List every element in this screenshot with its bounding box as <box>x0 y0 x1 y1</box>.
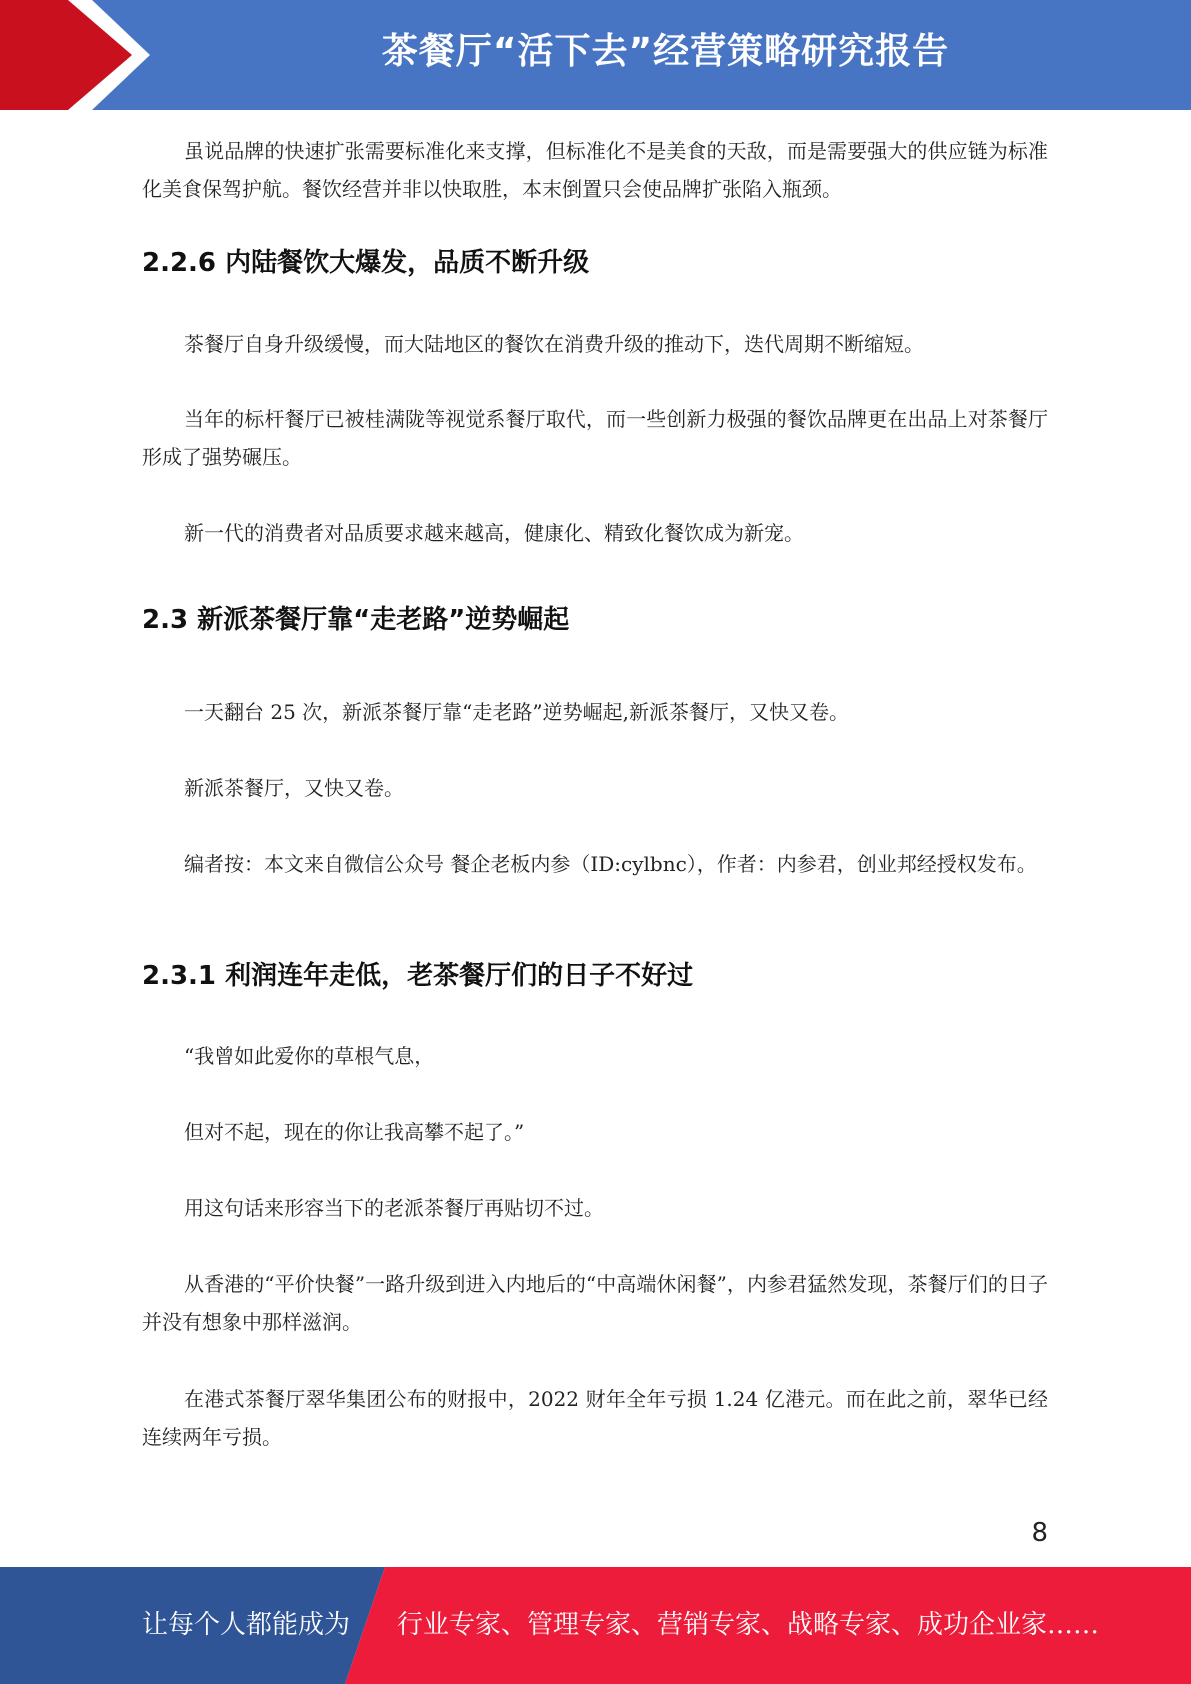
paragraph: 新派茶餐厅，又快又卷。 <box>184 776 404 800</box>
paragraph: 当年的标杆餐厅已被桂满陇等视觉系餐厅取代，而一些创新力极强的餐饮品牌更在出品上对茶餐厅形成了强势碾压。 <box>142 407 1048 469</box>
section-heading-2-2-6: 2.2.6 内陆餐饮大爆发，品质不断升级 <box>142 248 590 278</box>
footer-slogan-right: 行业专家、管理专家、营销专家、战略专家、成功企业家…… <box>397 1610 1100 1640</box>
footer-slogan-left: 让每个人都能成为 <box>142 1610 351 1640</box>
quote-line: “我曾如此爱你的草根气息， <box>184 1044 435 1068</box>
paragraph: 从香港的“平价快餐”一路升级到进入内地后的“中高端休闲餐”，内参君猛然发现，茶餐厅们的日子并没有想象中那样滋润。 <box>142 1272 1048 1334</box>
page-number: 8 <box>1031 1518 1048 1548</box>
section-heading-2-3: 2.3 新派茶餐厅靠“走老路”逆势崛起 <box>142 605 570 635</box>
report-title: 茶餐厅“活下去”经营策略研究报告 <box>381 31 950 72</box>
red-chevron-decoration <box>0 0 160 110</box>
paragraph: 在港式茶餐厅翠华集团公布的财报中，2022 财年全年亏损 1.24 亿港元。而在此之前，翠华已经连续两年亏损。 <box>142 1387 1048 1449</box>
quote-line: 但对不起，现在的你让我高攀不起了。” <box>184 1120 525 1144</box>
paragraph: 一天翻台 25 次，新派茶餐厅靠“走老路”逆势崛起,新派茶餐厅，又快又卷。 <box>184 700 849 724</box>
page-header <box>0 0 1191 110</box>
paragraph: 茶餐厅自身升级缓慢，而大陆地区的餐饮在消费升级的推动下，迭代周期不断缩短。 <box>184 332 924 356</box>
paragraph: 用这句话来形容当下的老派茶餐厅再贴切不过。 <box>184 1196 604 1220</box>
paragraph: 新一代的消费者对品质要求越来越高，健康化、精致化餐饮成为新宠。 <box>184 521 804 545</box>
page-footer <box>0 1567 1191 1684</box>
section-heading-2-3-1: 2.3.1 利润连年走低，老茶餐厅们的日子不好过 <box>142 961 694 991</box>
paragraph-intro: 虽说品牌的快速扩张需要标准化来支撑，但标准化不是美食的天敌，而是需要强大的供应链为标准化美食保驾护航。餐饮经营并非以快取胜，本末倒置只会使品牌扩张陷入瓶颈。 <box>142 139 1048 201</box>
editor-note-paragraph: 编者按：本文来自微信公众号 餐企老板内参（ID:cylbnc），作者：内参君，创业邦经授权发布。 <box>184 852 1037 876</box>
